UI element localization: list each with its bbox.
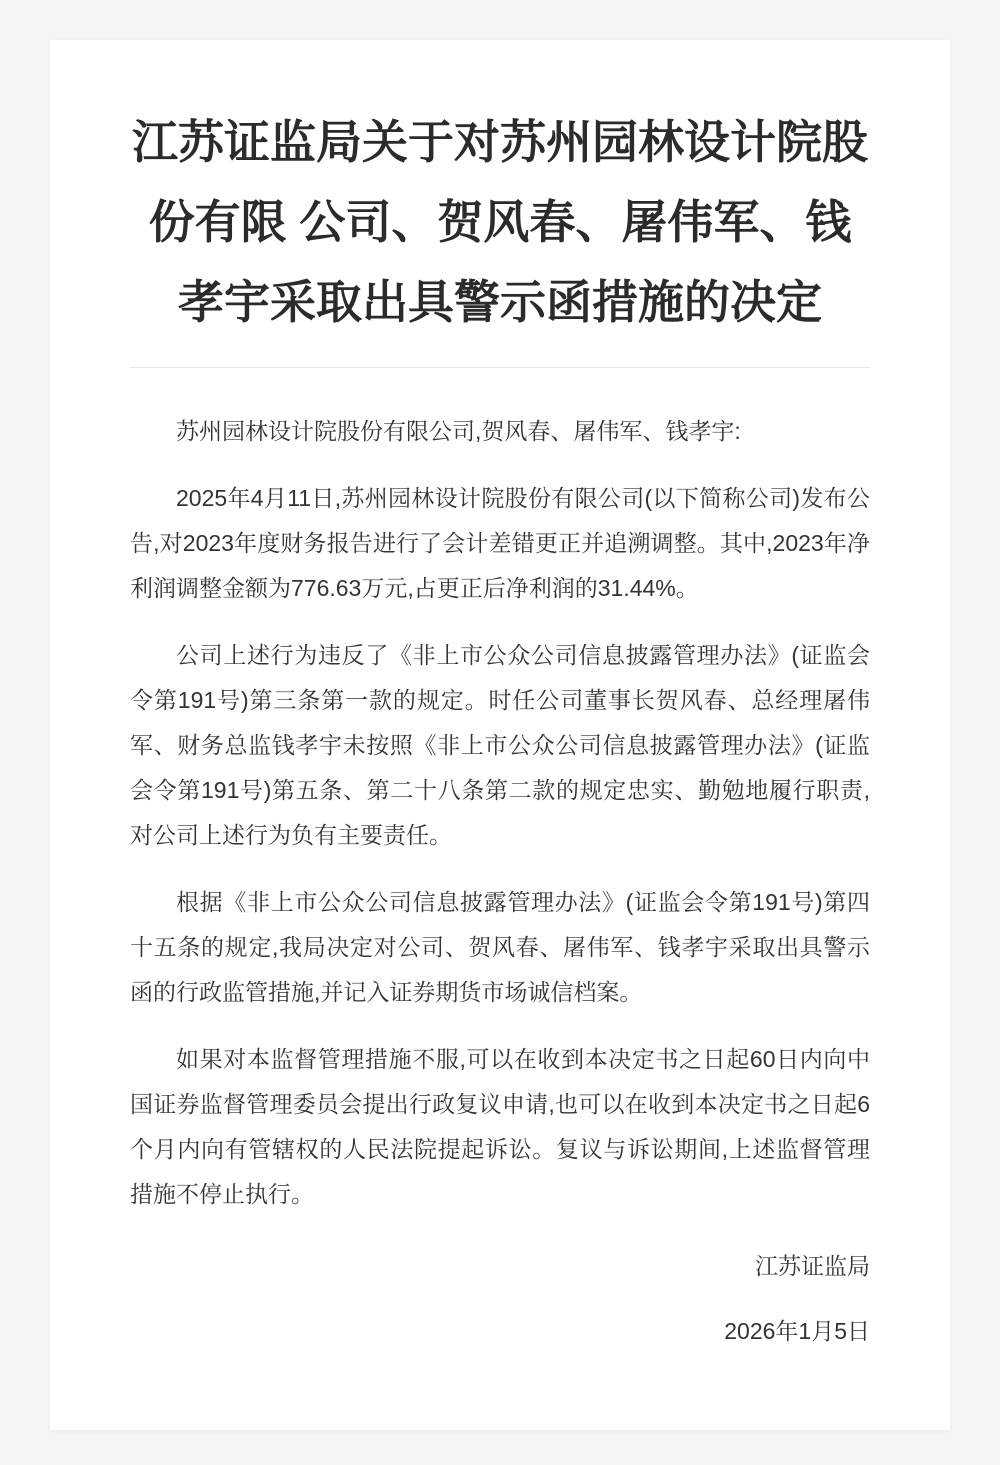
title-divider	[130, 367, 870, 368]
title-line-2: 份有限 公司、贺风春、屠伟军、钱	[148, 196, 852, 248]
body-paragraph-3: 根据《非上市公众公司信息披露管理办法》(证监会令第191号)第四十五条的规定,我局决定对公司、贺风春、屠伟军、钱孝宇采取出具警示函的行政监管措施,并记入证券期货市场诚信档案。	[130, 889, 870, 1005]
title-line-3: 孝宇采取出具警示函措施的决定	[178, 276, 822, 328]
salutation: 苏州园林设计院股份有限公司,贺风春、屠伟军、钱孝宇:	[176, 418, 741, 444]
document-card	[50, 40, 950, 1430]
document-title	[130, 102, 870, 342]
document-body	[130, 409, 870, 1354]
title-line-1: 江苏证监局关于对苏州园林设计院股	[132, 116, 868, 168]
body-paragraph-1: 2025年4月11日,苏州园林设计院股份有限公司(以下简称公司)发布公告,对2023年度财务报告进行了会计差错更正并追溯调整。其中,2023年净利润调整金额为776.63万元,占更正后净利润的31.44%。	[130, 485, 870, 601]
body-paragraph-2: 公司上述行为违反了《非上市公众公司信息披露管理办法》(证监会令第191号)第三条第一款的规定。时任公司董事长贺风春、总经理屠伟军、财务总监钱孝宇未按照《非上市公众公司信息披露管理办法》(证监会令第191号)第五条、第二十八条第二款的规定忠实、勤勉地履行职责,对公司上述行为负有主要责任。	[130, 642, 870, 848]
document-date: 2026年1月5日	[724, 1318, 870, 1344]
signature: 江苏证监局	[755, 1253, 870, 1279]
body-paragraph-4: 如果对本监督管理措施不服,可以在收到本决定书之日起60日内向中国证券监督管理委员会提出行政复议申请,也可以在收到本决定书之日起6个月内向有管辖权的人民法院提起诉讼。复议与诉讼期间,上述监督管理措施不停止执行。	[130, 1046, 870, 1207]
